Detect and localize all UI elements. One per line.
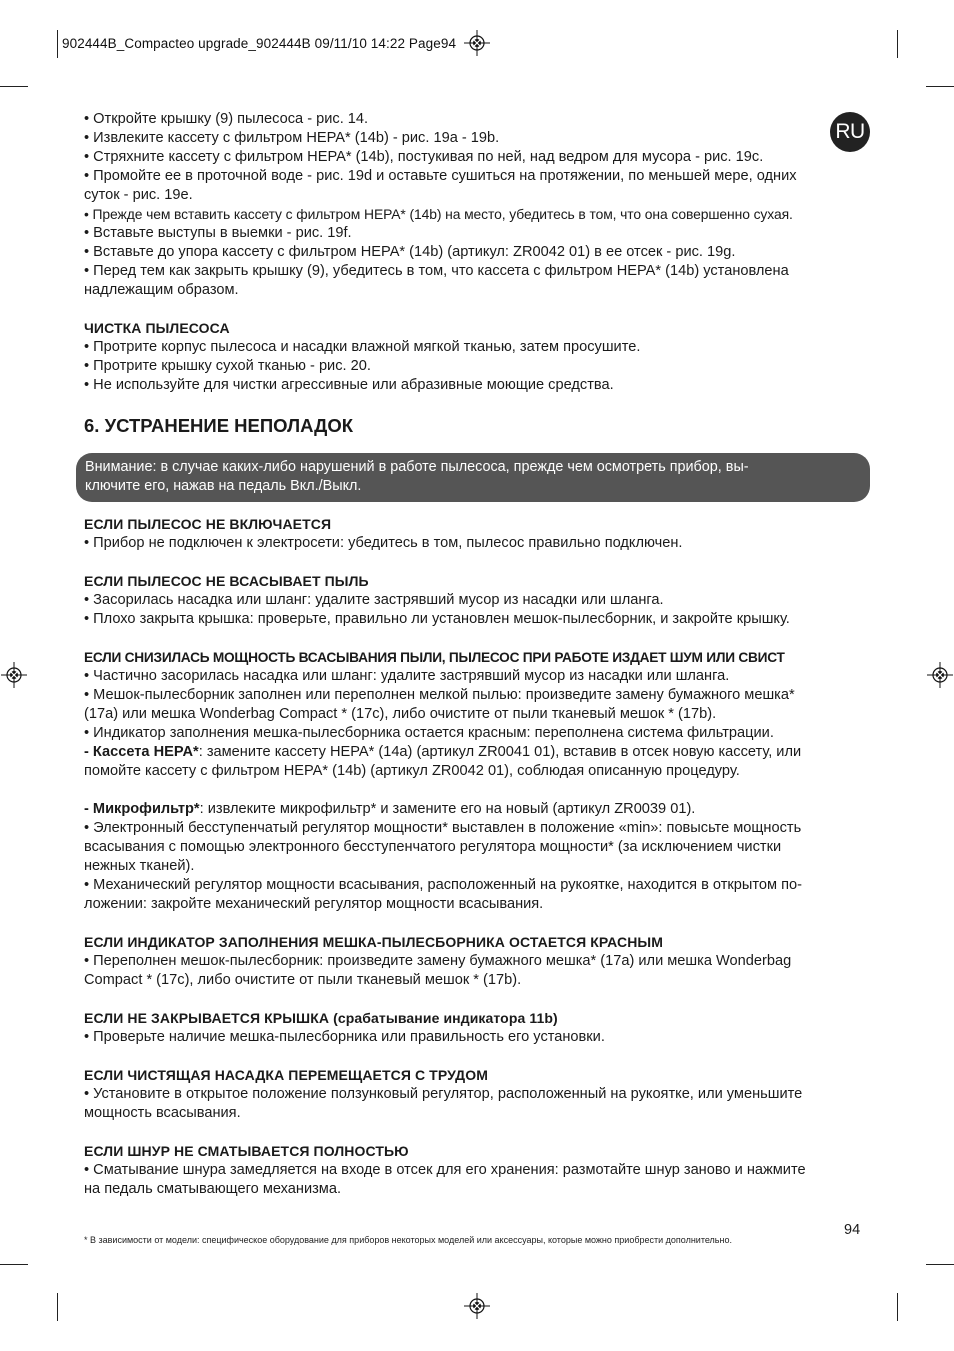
section-heading: ЧИСТКА ПЫЛЕСОСА — [84, 320, 230, 336]
microfilter-label: - Микрофильтр* — [84, 801, 200, 817]
registration-mark-icon — [927, 662, 953, 688]
list-item: • Не используйте для чистки агрессивные или абразивные моющие средства. — [84, 377, 614, 393]
crop-mark — [897, 1293, 898, 1321]
list-item: надлежащим образом. — [84, 282, 239, 298]
list-item — [84, 800, 874, 819]
list-item: ложении: закройте механический регулятор мощности всасывания. — [84, 896, 544, 912]
list-item: нежных тканей). — [84, 858, 195, 874]
list-item: • Установите в открытое положение ползунковый регулятор, расположенный на рукоятке, или уменьшите — [84, 1086, 803, 1102]
list-item: • Сматывание шнура замедляется на входе в отсек для его хранения: размотайте шнур заново и нажмите — [84, 1162, 806, 1178]
list-item: • Стряхните кассету с фильтром HEPA* (14b), постукивая по ней, над ведром для мусора - рис. 19c. — [84, 149, 764, 165]
list-item: на педаль сматывающего механизма. — [84, 1181, 342, 1197]
list-item: • Проверьте наличие мешка-пылесборника или правильность его установки. — [84, 1029, 605, 1045]
list-item: • Протрите крышку сухой тканью - рис. 20. — [84, 358, 371, 374]
section-heading: ЕСЛИ ЧИСТЯЩАЯ НАСАДКА ПЕРЕМЕЩАЕТСЯ С ТРУДОМ — [84, 1067, 489, 1083]
list-item: • Индикатор заполнения мешка-пылесборника остается красным: переполнена система фильтрации. — [84, 725, 774, 741]
crop-mark — [0, 86, 28, 87]
crop-mark — [0, 1264, 28, 1265]
list-item: • Прежде чем вставить кассету с фильтром HEPA* (14b) на место, убедитесь в том, что она совершенно сухая. — [84, 206, 793, 222]
registration-mark-icon — [1, 662, 27, 688]
language-badge: RU — [830, 112, 870, 152]
list-item: • Засорилась насадка или шланг: удалите застрявший мусор из насадки или шланга. — [84, 592, 664, 608]
list-item: • Прибор не подключен к электросети: убедитесь в том, пылесос правильно подключен. — [84, 535, 683, 551]
warning-line: Внимание: в случае каких-либо нарушений в работе пылесоса, прежде чем осмотреть прибор, вы- — [85, 459, 749, 475]
section-heading: ЕСЛИ СНИЗИЛАСЬ МОЩНОСТЬ ВСАСЫВАНИЯ ПЫЛИ, ПЫЛЕСОС ПРИ РАБОТЕ ИЗДАЕТ ШУМ ИЛИ СВИСТ — [84, 650, 785, 665]
page-number: 94 — [844, 1222, 861, 1238]
lid-heading-suffix: (срабатывание индикатора 11b) — [329, 1010, 558, 1026]
crop-mark — [57, 30, 58, 58]
list-item: Compact * (17c), либо очистите от пыли тканевый мешок * (17b). — [84, 972, 522, 988]
registration-mark-icon — [464, 1293, 490, 1319]
list-item — [84, 743, 874, 762]
list-item: • Перед тем как закрыть крышку (9), убедитесь в том, что кассета с фильтром HEPA* (14b) установлена — [84, 263, 789, 279]
crop-mark — [57, 1293, 58, 1321]
warning-box — [76, 453, 870, 502]
crop-mark — [897, 30, 898, 58]
section-heading: ЕСЛИ ШНУР НЕ СМАТЫВАЕТСЯ ПОЛНОСТЬЮ — [84, 1143, 409, 1159]
registration-mark-icon — [464, 30, 490, 56]
list-item: суток - рис. 19e. — [84, 187, 193, 203]
list-item: • Откройте крышку (9) пылесоса - рис. 14. — [84, 111, 369, 127]
intro-list — [84, 110, 874, 300]
list-item: • Переполнен мешок-пылесборник: произведите замену бумажного мешка* (17a) или мешка Wonderbag — [84, 953, 792, 969]
list-item: • Электронный бесступенчатый регулятор мощности* выставлен в положение «min»: повысьте мощность — [84, 820, 802, 836]
page-content — [84, 110, 874, 1199]
lid-heading: ЕСЛИ НЕ ЗАКРЫВАЕТСЯ КРЫШКА — [84, 1010, 330, 1026]
section-heading: ЕСЛИ ИНДИКАТОР ЗАПОЛНЕНИЯ МЕШКА-ПЫЛЕСБОРНИКА ОСТАЕТСЯ КРАСНЫМ — [84, 934, 663, 950]
print-slug-line: 902444B_Compacteo upgrade_902444B 09/11/10 14:22 Page94 — [62, 36, 457, 51]
list-item: • Вставьте до упора кассету с фильтром HEPA* (14b) (артикул: ZR0042 01) в ее отсек - рис. 19g. — [84, 244, 736, 260]
list-item: • Механический регулятор мощности всасывания, расположенный на рукоятке, находится в открытом по- — [84, 877, 802, 893]
hepa-text: : замените кассету HEPA* (14a) (артикул ZR0041 01), вставив в отсек новую кассету, или — [198, 744, 802, 760]
hepa-label: - Кассета HEPA* — [84, 744, 199, 760]
section-heading: ЕСЛИ ПЫЛЕСОС НЕ ВКЛЮЧАЕТСЯ — [84, 516, 332, 532]
page-title: 6. УСТРАНЕНИЕ НЕПОЛАДОК — [84, 415, 353, 436]
list-item: помойте кассету с фильтром HEPA* (14b) (артикул ZR0042 01), соблюдая описанную процедуру. — [84, 763, 740, 779]
section-heading — [84, 1009, 874, 1028]
list-item: всасывания с помощью электронного бесступенчатого регулятора мощности* (за исключением чистки — [84, 839, 782, 855]
list-item: • Мешок-пылесборник заполнен или переполнен мелкой пылью: произведите замену бумажного мешка* — [84, 687, 795, 703]
list-item: • Частично засорилась насадка или шланг: удалите застрявший мусор из насадки или шланга. — [84, 668, 730, 684]
list-item: • Промойте ее в проточной воде - рис. 19d и оставьте сушиться на протяжении, по меньшей мере, одних — [84, 168, 797, 184]
crop-mark — [926, 1264, 954, 1265]
warning-line: ключите его, нажав на педаль Вкл./Выкл. — [85, 478, 362, 494]
list-item: • Извлеките кассету с фильтром HEPA* (14b) - рис. 19a - 19b. — [84, 130, 500, 146]
list-item: • Протрите корпус пылесоса и насадки влажной мягкой тканью, затем просушите. — [84, 339, 641, 355]
crop-mark — [926, 86, 954, 87]
list-item: • Плохо закрыта крышка: проверьте, правильно ли установлен мешок-пылесборник, и закройте крышку. — [84, 611, 790, 627]
microfilter-text: : извлеките микрофильтр* и замените его на новый (артикул ZR0039 01). — [199, 801, 696, 817]
footnote: * В зависимости от модели: специфическое оборудование для приборов некоторых моделей или аксессуары, которые можно приобрести дополнительно. — [84, 1235, 732, 1245]
list-item: мощность всасывания. — [84, 1105, 241, 1121]
list-item: (17a) или мешка Wonderbag Compact * (17c), либо очистите от пыли тканевый мешок * (17b). — [84, 706, 717, 722]
section-heading: ЕСЛИ ПЫЛЕСОС НЕ ВСАСЫВАЕТ ПЫЛЬ — [84, 573, 369, 589]
list-item: • Вставьте выступы в выемки - рис. 19f. — [84, 225, 352, 241]
